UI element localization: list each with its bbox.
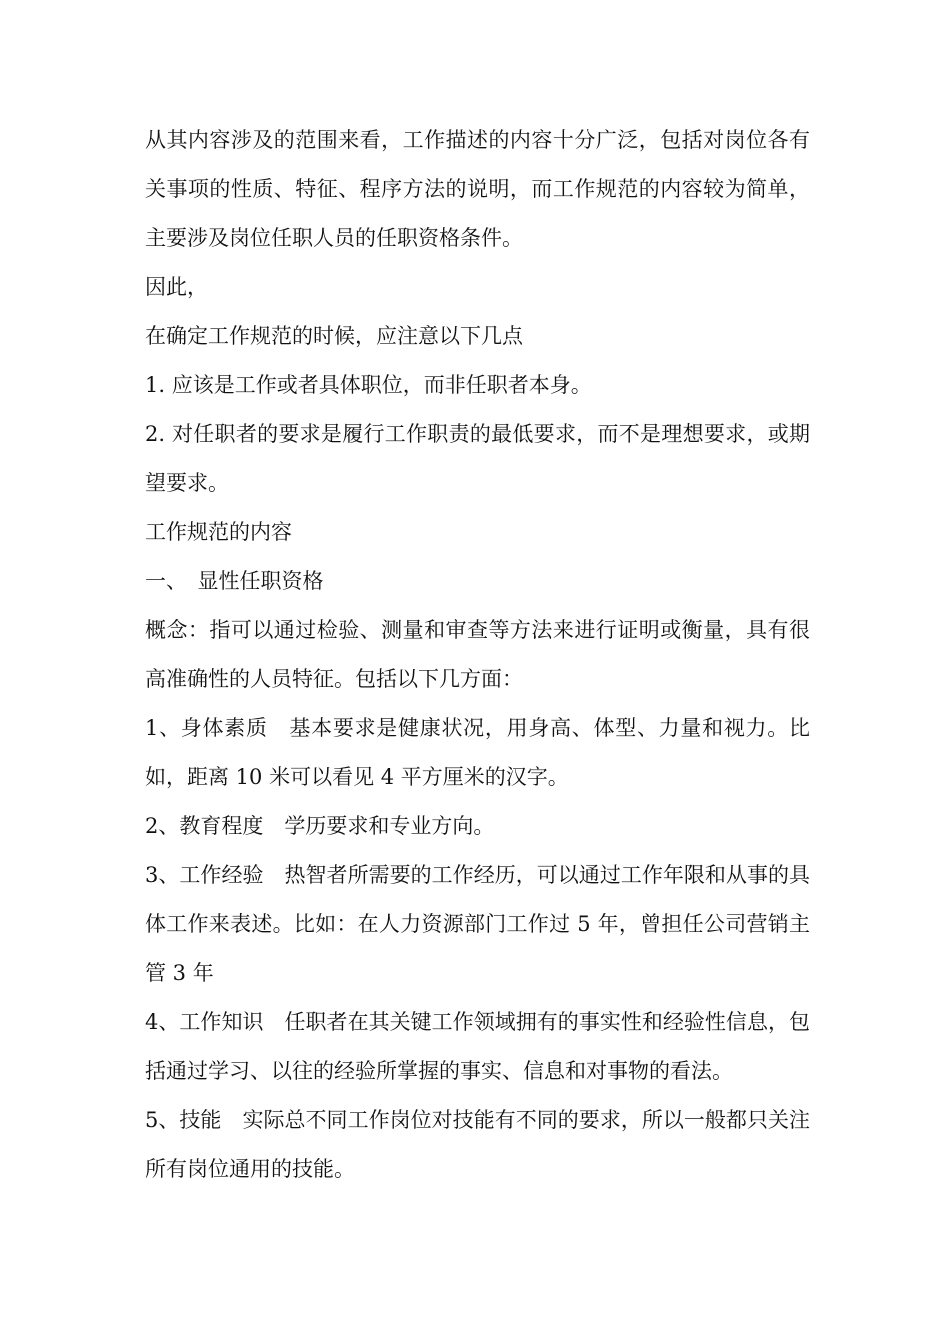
paragraph-concept: 概念：指可以通过检验、测量和审查等方法来进行证明或衡量，具有很高准确性的人员特征。包括以下几方面：: [145, 618, 810, 691]
section-heading-spec-content: 工作规范的内容: [145, 520, 292, 544]
list-item-note-2: 2. 对任职者的要求是履行工作职责的最低要求，而不是理想要求，或期望要求。: [145, 422, 810, 495]
list-item-physical: 1、身体素质 基本要求是健康状况，用身高、体型、力量和视力。比如，距离 10 米可以看见 4 平方厘米的汉字。: [145, 716, 810, 789]
document-body: [145, 116, 810, 1194]
list-item-experience: 3、工作经验 热智者所需要的工作经历，可以通过工作年限和从事的具体工作来表述。比如：在人力资源部门工作过 5 年，曾担任公司营销主管 3 年: [145, 863, 810, 985]
paragraph-notes-intro: 在确定工作规范的时候，应注意以下几点: [145, 324, 523, 348]
list-item-education: 2、教育程度 学历要求和专业方向。: [145, 814, 495, 838]
section-heading-explicit-qualifications: 一、 显性任职资格: [145, 569, 324, 593]
paragraph-scope-comparison: 从其内容涉及的范围来看，工作描述的内容十分广泛，包括对岗位各有关事项的性质、特征、程序方法的说明，而工作规范的内容较为简单，主要涉及岗位任职人员的任职资格条件。: [145, 128, 810, 250]
list-item-knowledge: 4、工作知识 任职者在其关键工作领域拥有的事实性和经验性信息，包括通过学习、以往的经验所掌握的事实、信息和对事物的看法。: [145, 1010, 810, 1083]
paragraph-therefore: 因此，: [145, 275, 208, 299]
list-item-note-1: 1. 应该是工作或者具体职位，而非任职者本身。: [145, 373, 592, 397]
list-item-skills: 5、技能 实际总不同工作岗位对技能有不同的要求，所以一般都只关注所有岗位通用的技能。: [145, 1108, 810, 1181]
